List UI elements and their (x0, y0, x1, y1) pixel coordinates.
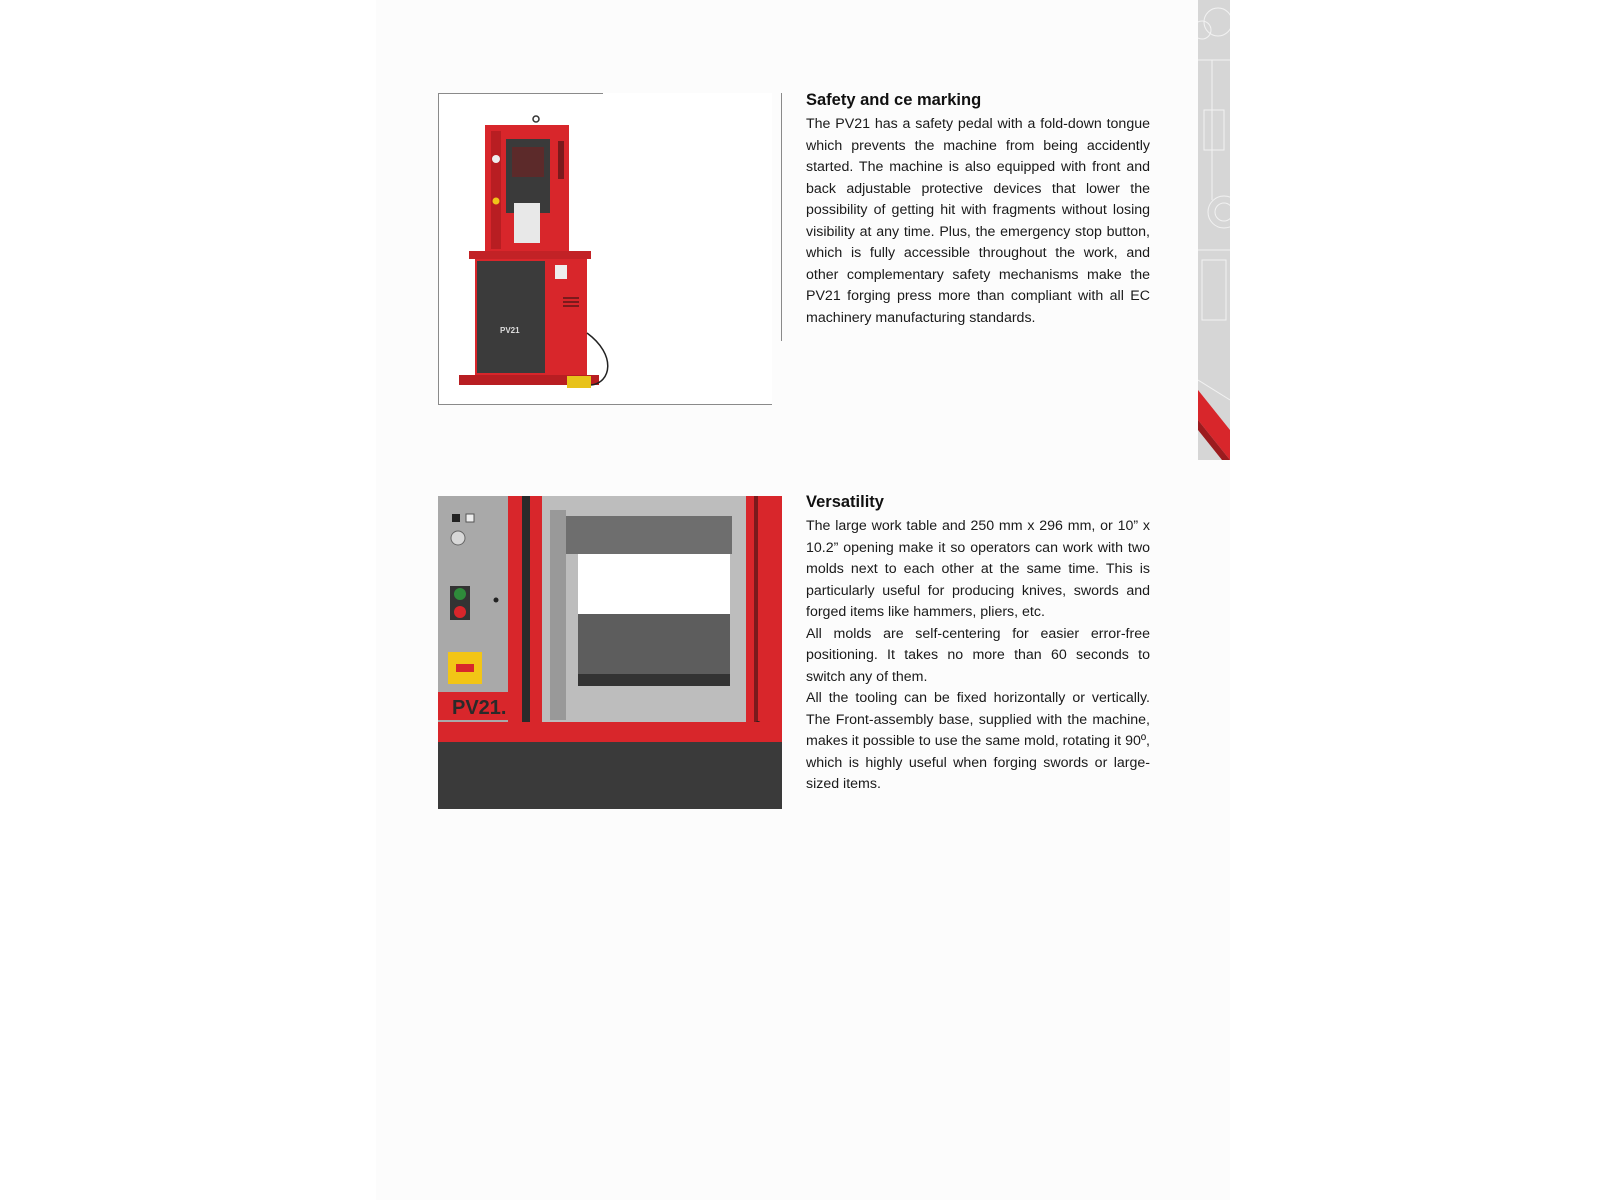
guide-column (550, 510, 566, 720)
safety-pedal (567, 376, 591, 388)
control-strip (491, 131, 501, 249)
start-button (454, 588, 466, 600)
section-paragraph: The large work table and 250 mm x 296 mm, or 10” x 10.2” opening make it so operators can work with two molds next to each other at the same time. This is particularly useful for producing knives, swords and forged items like hammers, pliers, etc. (806, 518, 1150, 620)
technical-drawing-strip (1198, 0, 1230, 460)
work-table (469, 251, 591, 259)
section-heading: Versatility (806, 493, 884, 511)
upper-die (566, 516, 732, 554)
press-opening (514, 203, 540, 243)
cabinet-door (477, 261, 545, 373)
panel-icon (452, 514, 460, 522)
panel-screw (494, 598, 499, 603)
pillar-edge (754, 496, 758, 726)
section-paragraph: The PV21 has a safety pedal with a fold-down tongue which prevents the machine from being accidently started. The machine is also equipped with front and back adjustable protective devices that lower the possibility of getting hit with fragments without losing visibility at any time. Plus, the emergency stop button, which is fully accessible throughout the work, and other complementary safety mechanisms make the PV21 forging press more than compliant with all EC machinery manufacturing standards. (806, 116, 1150, 326)
lifting-eye (533, 116, 539, 122)
switch-handle (456, 664, 474, 672)
press-closeup-figure (438, 496, 782, 809)
model-label: PV21. (452, 697, 507, 719)
press-machine-illustration (439, 93, 773, 405)
press-machine-figure (438, 93, 772, 405)
cabinet-vent (563, 297, 579, 307)
machine-label: PV21 (500, 326, 520, 335)
press-closeup-illustration (438, 496, 782, 809)
indicator-light (492, 155, 500, 163)
right-pillar-frame (746, 496, 782, 736)
selector-knob (451, 531, 465, 545)
work-table-front (438, 722, 782, 742)
info-plate (555, 265, 567, 279)
stop-button (454, 606, 466, 618)
vertical-rule (781, 93, 782, 341)
figure-frame-line (439, 93, 603, 94)
versatility-section (806, 492, 1150, 796)
safety-section (806, 90, 1150, 329)
side-vent (558, 141, 564, 179)
lower-die (578, 614, 730, 674)
die-base (578, 674, 730, 686)
section-paragraph: All the tooling can be fixed horizontally or vertically. The Front-assembly base, supplied with the machine, makes it possible to use the same mold, rotating it 90º, which is highly useful when forging swords or large-sized items. (806, 690, 1150, 792)
pillar-slot (522, 496, 530, 736)
panel-icon (466, 514, 474, 522)
base-cabinet-top (438, 742, 782, 809)
emergency-switch (493, 198, 500, 205)
section-heading: Safety and ce marking (806, 91, 982, 109)
guard-glass (512, 147, 544, 177)
section-paragraph: All molds are self-centering for easier error-free positioning. It takes no more than 60 seconds to switch any of them. (806, 625, 1150, 685)
